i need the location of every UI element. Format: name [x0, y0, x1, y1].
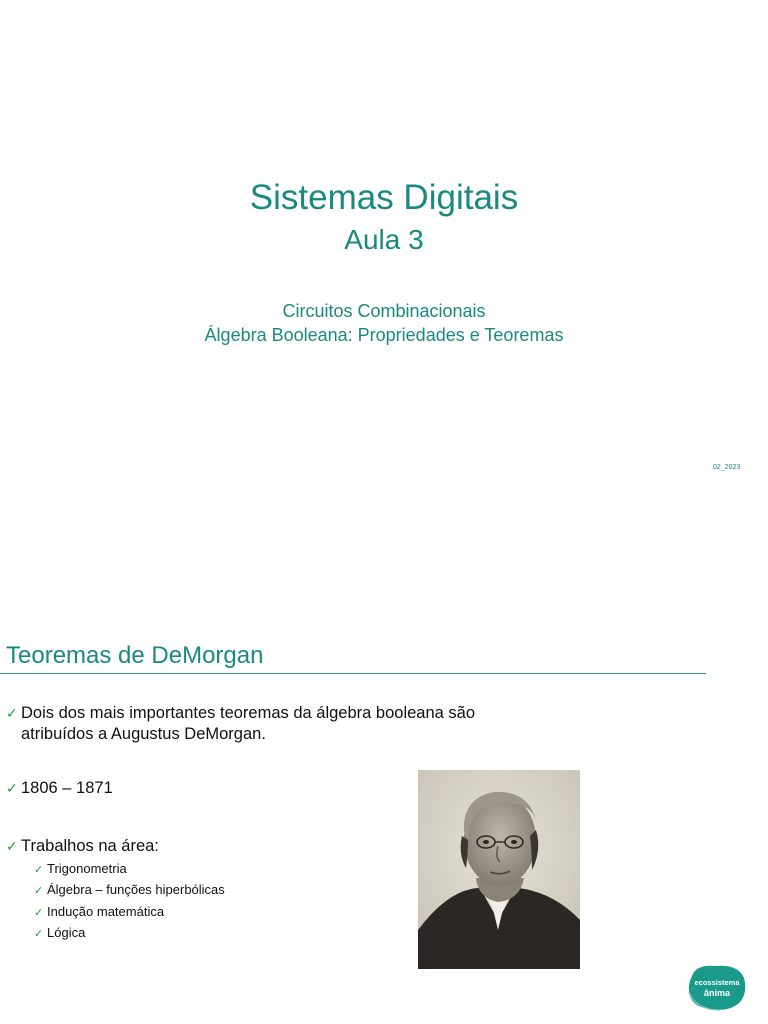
sub-bullet-item [34, 882, 225, 897]
sub-bullet-text: Lógica [47, 925, 86, 940]
bullet-text-line-2: atribuídos a Augustus DeMorgan. [21, 725, 266, 743]
anima-logo [686, 962, 748, 1012]
presentation-title: Sistemas Digitais [249, 178, 519, 217]
slide-title: Teoremas de DeMorgan [6, 642, 264, 669]
date-label: 02_2023 [713, 464, 741, 471]
bullet-item [6, 703, 526, 745]
sub-bullet-text: Trigonometria [47, 861, 127, 876]
logo-text-line-1: ecossistema [694, 978, 740, 987]
content-slide [0, 576, 768, 1024]
check-icon: ✓ [6, 838, 18, 854]
check-icon: ✓ [34, 928, 44, 940]
sub-bullet-item [34, 904, 164, 919]
title-divider [0, 673, 706, 674]
check-icon: ✓ [34, 885, 44, 897]
subtitle-line-2: Álgebra Booleana: Propriedades e Teoremas [204, 325, 564, 345]
check-icon: ✓ [34, 864, 44, 876]
subtitle-line-1: Circuitos Combinacionais [282, 301, 486, 321]
logo-text-line-2: ânima [703, 988, 731, 998]
bullet-text-line-1: Dois dos mais importantes teoremas da álgebra booleana são [21, 704, 476, 722]
bullet-text: 1806 – 1871 [21, 779, 113, 797]
check-icon: ✓ [6, 780, 18, 796]
bullet-text: Trabalhos na área: [21, 837, 159, 855]
check-icon: ✓ [6, 705, 18, 721]
bullet-item [6, 836, 159, 857]
sub-bullet-text: Álgebra – funções hiperbólicas [47, 882, 225, 897]
sub-bullet-item [34, 925, 85, 940]
sub-bullet-text: Indução matemática [47, 904, 165, 919]
check-icon: ✓ [34, 907, 44, 919]
lesson-number: Aula 3 [344, 224, 424, 255]
bullet-item [6, 778, 113, 799]
sub-bullet-item [34, 861, 127, 876]
demorgan-portrait [418, 770, 580, 969]
